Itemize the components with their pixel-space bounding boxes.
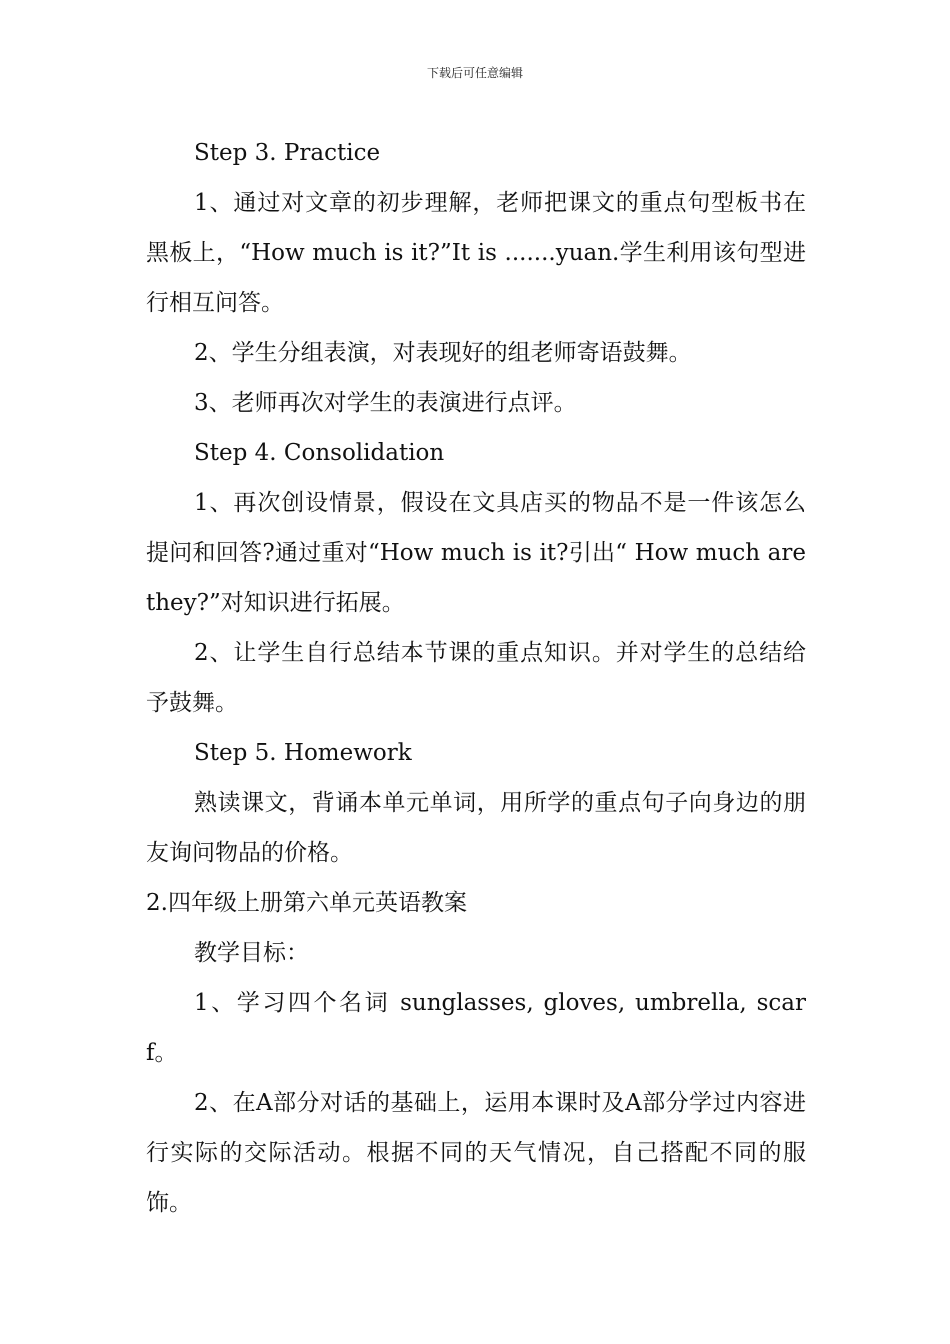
objective-item-2: 2、在A部分对话的基础上，运用本课时及A部分学过内容进行实际的交际活动。根据不同的天气情况，自己搭配不同的服饰。 [146, 1090, 806, 1216]
objective-item-1: 1、学习四个名词 sunglasses, gloves, umbrella, scarf。 [146, 990, 806, 1066]
step5-heading: Step 5. Homework [194, 740, 412, 766]
practice-item-2: 2、学生分组表演，对表现好的组老师寄语鼓舞。 [194, 340, 692, 366]
practice-item-1: 1、通过对文章的初步理解，老师把课文的重点句型板书在黑板上，“How much is it?”It is .......yuan.学生利用该句型进行相互问答。 [146, 190, 806, 316]
page-header: 下载后可任意编辑 [426, 66, 523, 80]
document-body [146, 128, 806, 1228]
section-title: 2.四年级上册第六单元英语教案 [146, 890, 467, 916]
homework-text: 熟读课文，背诵本单元单词，用所学的重点句子向身边的朋友询问物品的价格。 [146, 790, 806, 866]
objectives-heading: 教学目标： [194, 940, 309, 966]
step3-heading: Step 3. Practice [194, 140, 381, 166]
step4-heading: Step 4. Consolidation [194, 440, 445, 466]
consolidation-item-1: 1、再次创设情景，假设在文具店买的物品不是一件该怎么提问和回答?通过重对“How much is it?引出“ How much are they?”对知识进行拓展。 [146, 490, 806, 616]
practice-item-3: 3、老师再次对学生的表演进行点评。 [194, 390, 577, 416]
consolidation-item-2: 2、让学生自行总结本节课的重点知识。并对学生的总结给予鼓舞。 [146, 640, 806, 716]
